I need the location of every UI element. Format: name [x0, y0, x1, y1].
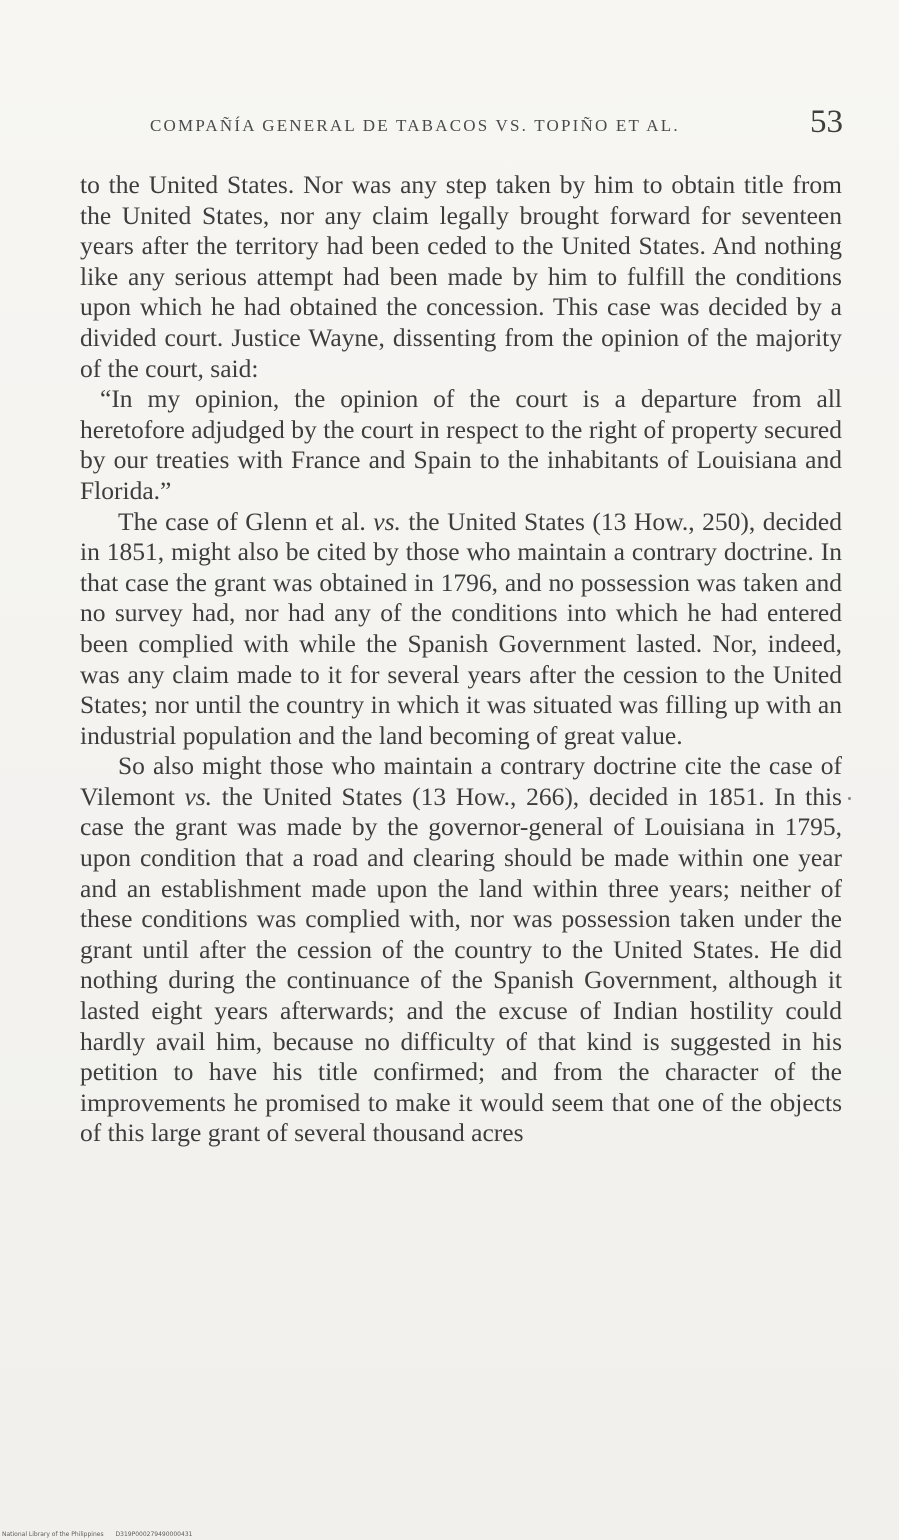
scan-footer — [2, 1531, 202, 1538]
paragraph-vilemont-case — [80, 751, 842, 1149]
paragraph-glenn-case — [80, 507, 842, 752]
page-number: 53 — [810, 104, 843, 140]
paragraph-continuation: to the United States. Nor was any step taken by him to obtain title from the United States, nor any claim legally brought forward for seventeen years after the territory had been ceded to the United States. And nothing like any serious attempt had been made by him to fulfill the conditions upon which he had obtained the concession. This case was decided by a divided court. Justice Wayne, dissenting from the opinion of the majority of the court, said: — [80, 170, 842, 383]
block-quote: “In my opinion, the opinion of the court is a departure from all heretofore adjudged by the court in respect to the right of property secured by our treaties with France and Spain to the inhabitants of Louisiana and Florida.” — [80, 384, 842, 505]
versus-abbrev: vs. — [373, 506, 401, 536]
versus-abbrev: vs. — [184, 781, 213, 811]
paragraph-glenn-case-start: The case of Glenn et al. — [118, 506, 374, 536]
paragraph-vilemont-case-start: So also might those who maintain a contrary doctrine cite the case of Vilemont — [80, 751, 842, 811]
body-text — [80, 170, 842, 1149]
footer-identifier: D319P000279490000431 — [115, 1531, 193, 1538]
footer-library: National Library of the Philippines — [2, 1531, 104, 1538]
paragraph-vilemont-case-rest: the United States (13 How., 266), decided in 1851. In this case the grant was made by the governor-general of Louisiana in 1795, upon condition that a road and clearing should be made within one year and an establishment made upon the land within three years; neither of these conditions was complied with, nor was possession taken under the grant until after the cession of the country to the United States. He did nothing during the continuance of the Spanish Government, although it lasted eight years afterwards; and the excuse of Indian hostility could hardly avail him, because no difficulty of that kind is suggested in his petition to have his title confirmed; and from the character of the improvements he promised to make it would seem that one of the objects of this large grant of several thousand acres — [80, 781, 842, 1148]
scan-speck — [848, 797, 851, 800]
running-head: COMPAÑÍA GENERAL DE TABACOS VS. TOPIÑO ET AL. — [150, 116, 680, 135]
paragraph-glenn-case-rest: the United States (13 How., 250), decided in 1851, might also be cited by those who maintain a contrary doctrine. In that case the grant was obtained in 1796, and no possession was taken and no survey had, nor had any of the conditions into which he had entered been complied with while the Spanish Government lasted. Nor, indeed, was any claim made to it for several years after the cession to the United States; nor until the country in which it was situated was filling up with an industrial population and the land becoming of great value. — [80, 506, 842, 750]
